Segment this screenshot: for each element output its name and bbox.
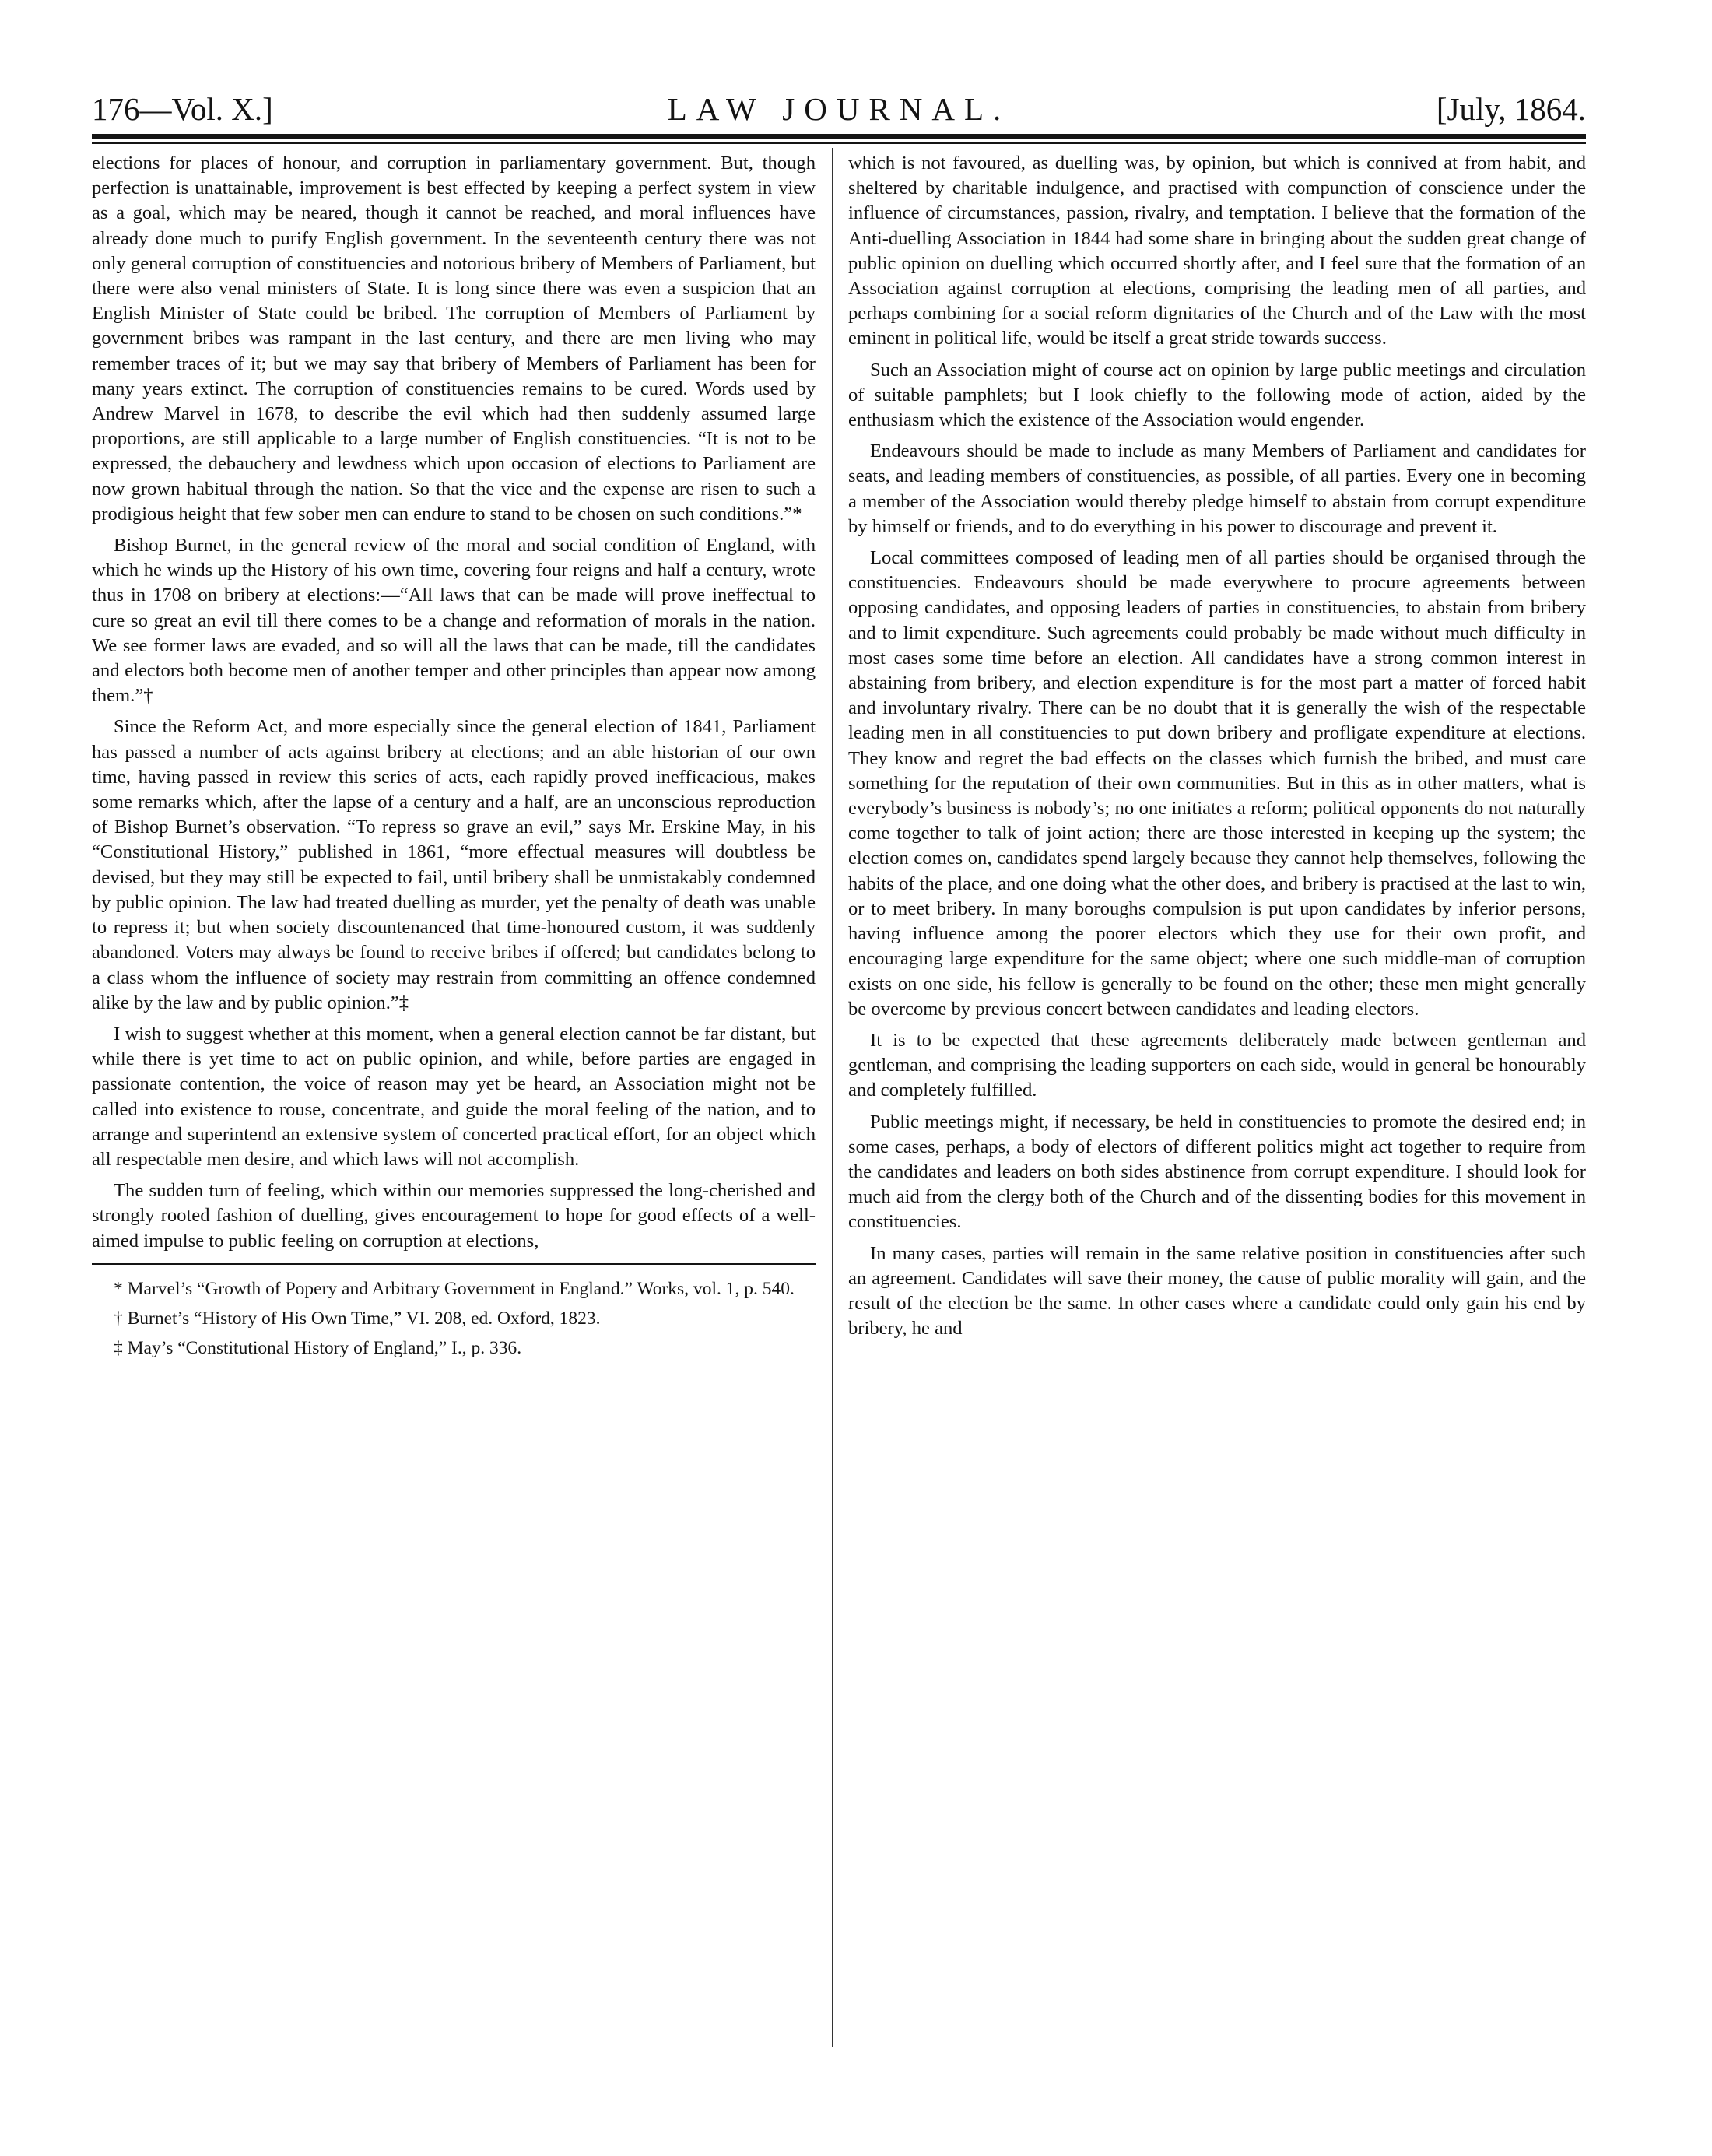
paragraph: Such an Association might of course act on opinion by large public meetings and circulation of suitable pamphlets; but I look chiefly to the following mode of action, aided by the enthusiasm which the existence of the Association would engender.	[848, 359, 1586, 431]
paragraph: The sudden turn of feeling, which within our memories suppressed the long-cherished and strongly rooted fashion of duelling, gives encouragement to hope for good effects of a well-aimed impulse to public feeling on corruption at elections,	[92, 1180, 816, 1252]
right-column	[848, 151, 1586, 1347]
paragraph: Bishop Burnet, in the general review of the moral and social condition of England, with which he winds up the History of his own time, covering four reigns and half a century, wrote thus in 1708 on bribery at elections:—“All laws that can be made will prove ineffectual to cure so great an evil till there comes to be a change and reformation of morals in the nation. We see former laws are evaded, and so will all the laws that can be made, till the candidates and electors both become men of another temper and other principles than appear now among them.”†	[92, 535, 816, 707]
paragraph: I wish to suggest whether at this moment, when a general election cannot be far distant, but while there is yet time to act on public opinion, and while, before parties are engaged in passionate contention, the voice of reason may yet be heard, an Association might not be called into existence to rouse, concentrate, and guide the moral feeling of the nation, and to arrange and superintend an extensive system of concerted practical effort, for an object which all respectable men desire, and which laws will not accomplish.	[92, 1023, 816, 1170]
header-rule-thick	[92, 134, 1586, 139]
paragraph: which is not favoured, as duelling was, by opinion, but which is connived at from habit, and sheltered by charitable indulgence, and practised with compunction of conscience under the influence of circumstances, passion, rivalry, and temptation. I believe that the formation of the Anti-duelling Association in 1844 had some share in bringing about the sudden great change of public opinion on duelling which occurred shortly after, and I feel sure that the formation of an Association against corruption at elections, comprising the leading men of all parties, and perhaps combining for a social reform dignitaries of the Church and of the Law with the most eminent in political life, would be itself a great stride towards success.	[848, 153, 1586, 349]
paragraph: In many cases, parties will remain in the same relative position in constituencies after such an agreement. Candidates will save their money, the cause of public morality will gain, and the result of the election be the same. In other cases where a candidate could only gain his end by bribery, he and	[848, 1242, 1586, 1340]
left-column	[92, 151, 816, 1366]
paragraph: Since the Reform Act, and more especially since the general election of 1841, Parliament has passed a number of acts against bribery at elections; and an able historian of our own time, having passed in review this series of acts, each rapidly proved inefficacious, makes some remarks which, after the lapse of a century and a half, are an unconscious reproduction of Bishop Burnet’s observation. “To repress so grave an evil,” says Mr. Erskine May, in his “Constitutional History,” published in 1861, “more effectual measures will doubtless be devised, but they may still be expected to fail, until bribery shall be unmistakably condemned by public opinion. The law had treated duelling as murder, yet the penalty of death was unable to repress it; but when society discountenanced that time-honoured custom, it was suddenly abandoned. Voters may always be found to receive bribes if offered; but candidates belong to a class whom the influence of society may restrain from committing an offence condemned alike by the law and by public opinion.”‡	[92, 716, 816, 1013]
header-rule-thin	[92, 142, 1586, 144]
journal-title: LAW JOURNAL.	[667, 91, 1011, 127]
footnote: † Burnet’s “History of His Own Time,” VI. 208, ed. Oxford, 1823.	[114, 1308, 601, 1329]
column-divider	[832, 148, 833, 2047]
footnote: * Marvel’s “Growth of Popery and Arbitrary Government in England.” Works, vol. 1, p. 540.	[114, 1278, 795, 1299]
paragraph: It is to be expected that these agreements deliberately made between gentleman and gentleman, and comprising the leading supporters on each side, would in general be honourably and completely fulfilled.	[848, 1029, 1586, 1101]
paragraph: Local committees composed of leading men of all parties should be organised through the constituencies. Endeavours should be made everywhere to procure agreements between opposing candidates, and opposing leaders of parties in constituencies, to abstain from bribery and to limit expenditure. Such agreements could probably be made without much difficulty in most cases some time before an election. All candidates have a strong common interest in abstaining from bribery, and election expenditure is for the most part a matter of forced habit and involuntary rivalry. There can be no doubt that it is generally the wish of the respectable leading men in all constituencies to put down bribery and profligate expenditure at elections. They know and regret the bad effects on the classes which furnish the bribed, and must care something for the reputation of their own communities. But in this as in other matters, what is everybody’s business is nobody’s; no one initiates a reform; political opponents do not naturally come together to talk of joint action; there are those interested in keeping up the system; the election comes on, candidates spend largely because they cannot help themselves, following the habits of the place, and one doing what the other does, and bribery is practised at the last to win, or to meet bribery. In many boroughs compulsion is put upon candidates by inferior persons, having influence among the poorer electors which they use for their own profit, and encouraging large expenditure for the same object; where one such middle-man of corruption exists on one side, his fellow is generally to be found on the other; these men might generally be overcome by previous concert between candidates and leading electors.	[848, 547, 1586, 1020]
footnote: ‡ May’s “Constitutional History of England,” I., p. 336.	[114, 1337, 522, 1358]
footnote-rule	[92, 1263, 816, 1265]
paragraph: elections for places of honour, and corruption in parliamentary government. But, though perfection is unattainable, improvement is best effected by keeping a perfect system in view as a goal, which may be neared, though it cannot be reached, and moral influences have already done much to purify English government. In the seventeenth century there was not only general corruption of constituencies and notorious bribery of Members of Parliament, but there were also venal ministers of State. It is long since there was even a suspicion that an English Minister of State could be bribed. The corruption of Members of Parliament by government bribes was rampant in the last century, and there are men living who may remember traces of it; but we may say that bribery of Members of Parliament has been for many years extinct. The corruption of constituencies remains to be cured. Words used by Andrew Marvel in 1678, to describe the evil which had then suddenly assumed large proportions, are still applicable to a large number of English constituencies. “It is not to be expressed, the debauchery and lewdness which upon occasion of elections to Parliament are now grown habitual through the nation. So that the vice and the expense are risen to such a prodigious height that few sober men can endure to stand to be chosen on such conditions.”*	[92, 153, 816, 525]
page-volume-number: 176—Vol. X.]	[92, 91, 273, 127]
paragraph: Endeavours should be made to include as many Members of Parliament and candidates for seats, and leading members of constituencies, as possible, of all parties. Every one in becoming a member of the Association would thereby pledge himself to abstain from corrupt expenditure by himself or friends, and to do everything in his power to discourage and prevent it.	[848, 441, 1586, 537]
paragraph: Public meetings might, if necessary, be held in constituencies to promote the desired end; in some cases, perhaps, a body of electors of different politics might act together to require from the candidates and leaders on both sides abstinence from corrupt expenditure. I should look for much aid from the clergy both of the Church and of the dissenting bodies for this movement in constituencies.	[848, 1111, 1586, 1233]
issue-date: [July, 1864.	[1436, 91, 1586, 127]
running-header	[92, 86, 1586, 132]
